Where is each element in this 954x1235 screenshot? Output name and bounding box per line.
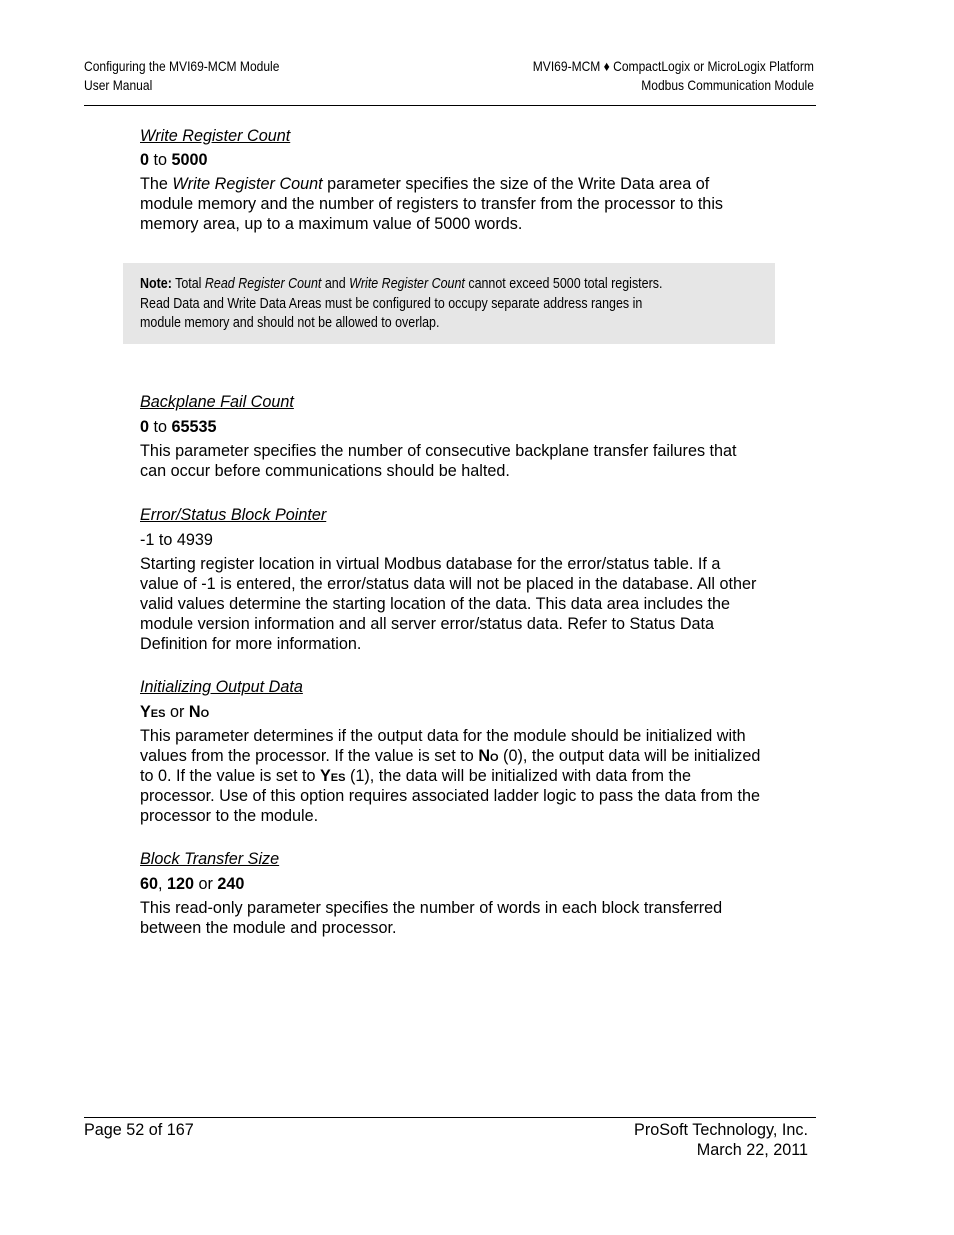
document-subtitle: User Manual (84, 77, 153, 93)
value-range: 0 to 65535 (140, 418, 217, 436)
product-platform: MVI69-MCM ♦ CompactLogix or MicroLogix Platform (532, 58, 814, 74)
footer-right (634, 1120, 808, 1160)
publication-date: March 22, 2011 (696, 1141, 808, 1159)
note-label: Note: (140, 276, 172, 292)
section-error-status-block-pointer (140, 505, 762, 654)
section-initializing-output-data (140, 677, 762, 826)
header-rule (84, 105, 816, 106)
value-options: 60, 120 or 240 (140, 875, 245, 893)
section-description: Starting register location in virtual Modbus database for the error/status table. If a value of -1 is entered, the error/status data will not be placed in the database. All other valid values determine the starting location of the data. This data area includes the module version information and all server error/status data. Refer to Status Data Definition for more information. (140, 555, 757, 653)
document-title: Configuring the MVI69-MCM Module (84, 58, 280, 74)
section-heading: Backplane Fail Count (140, 393, 294, 411)
value-range: 0 to 5000 (140, 151, 208, 169)
section-description: This read-only parameter specifies the number of words in each block transferred between the module and processor. (140, 899, 723, 937)
section-write-register-count (140, 126, 762, 234)
page-number: Page 52 of 167 (84, 1121, 194, 1139)
footer-rule (84, 1117, 816, 1118)
value-options: Yes or No (140, 703, 210, 721)
section-backplane-fail-count (140, 392, 762, 481)
running-header-right (533, 57, 814, 95)
section-heading: Error/Status Block Pointer (140, 506, 327, 524)
section-description: The Write Register Count parameter specifies the size of the Write Data area of module memory and the number of registers to transfer from the processor to this memory area, up to a maximum value of 5000 words. (140, 175, 724, 233)
company-name: ProSoft Technology, Inc. (634, 1121, 808, 1139)
section-block-transfer-size (140, 849, 762, 938)
value-range: -1 to 4939 (140, 531, 213, 549)
section-description: This parameter determines if the output data for the module should be initialized with values from the processor. If the value is set to No (0), the output data will be initialized to 0. If the value is set to Yes (1), the data will be initialized with data from the processor. Use of this option requires associated ladder logic to pass the data from the processor to the module. (140, 727, 761, 825)
product-name: Modbus Communication Module (641, 77, 814, 93)
section-description: This parameter specifies the number of consecutive backplane transfer failures that can occur before communications should be halted. (140, 442, 737, 480)
note-text: Note: Total Read Register Count and Write Register Count cannot exceed 5000 total registers. Read Data and Write Data Areas must be configured to occupy separate address ranges in module memory and should not be allowed to overlap. (140, 276, 663, 331)
section-heading: Write Register Count (140, 127, 291, 145)
section-heading: Initializing Output Data (140, 678, 303, 696)
running-header-left (84, 57, 279, 95)
section-heading: Block Transfer Size (140, 850, 280, 868)
